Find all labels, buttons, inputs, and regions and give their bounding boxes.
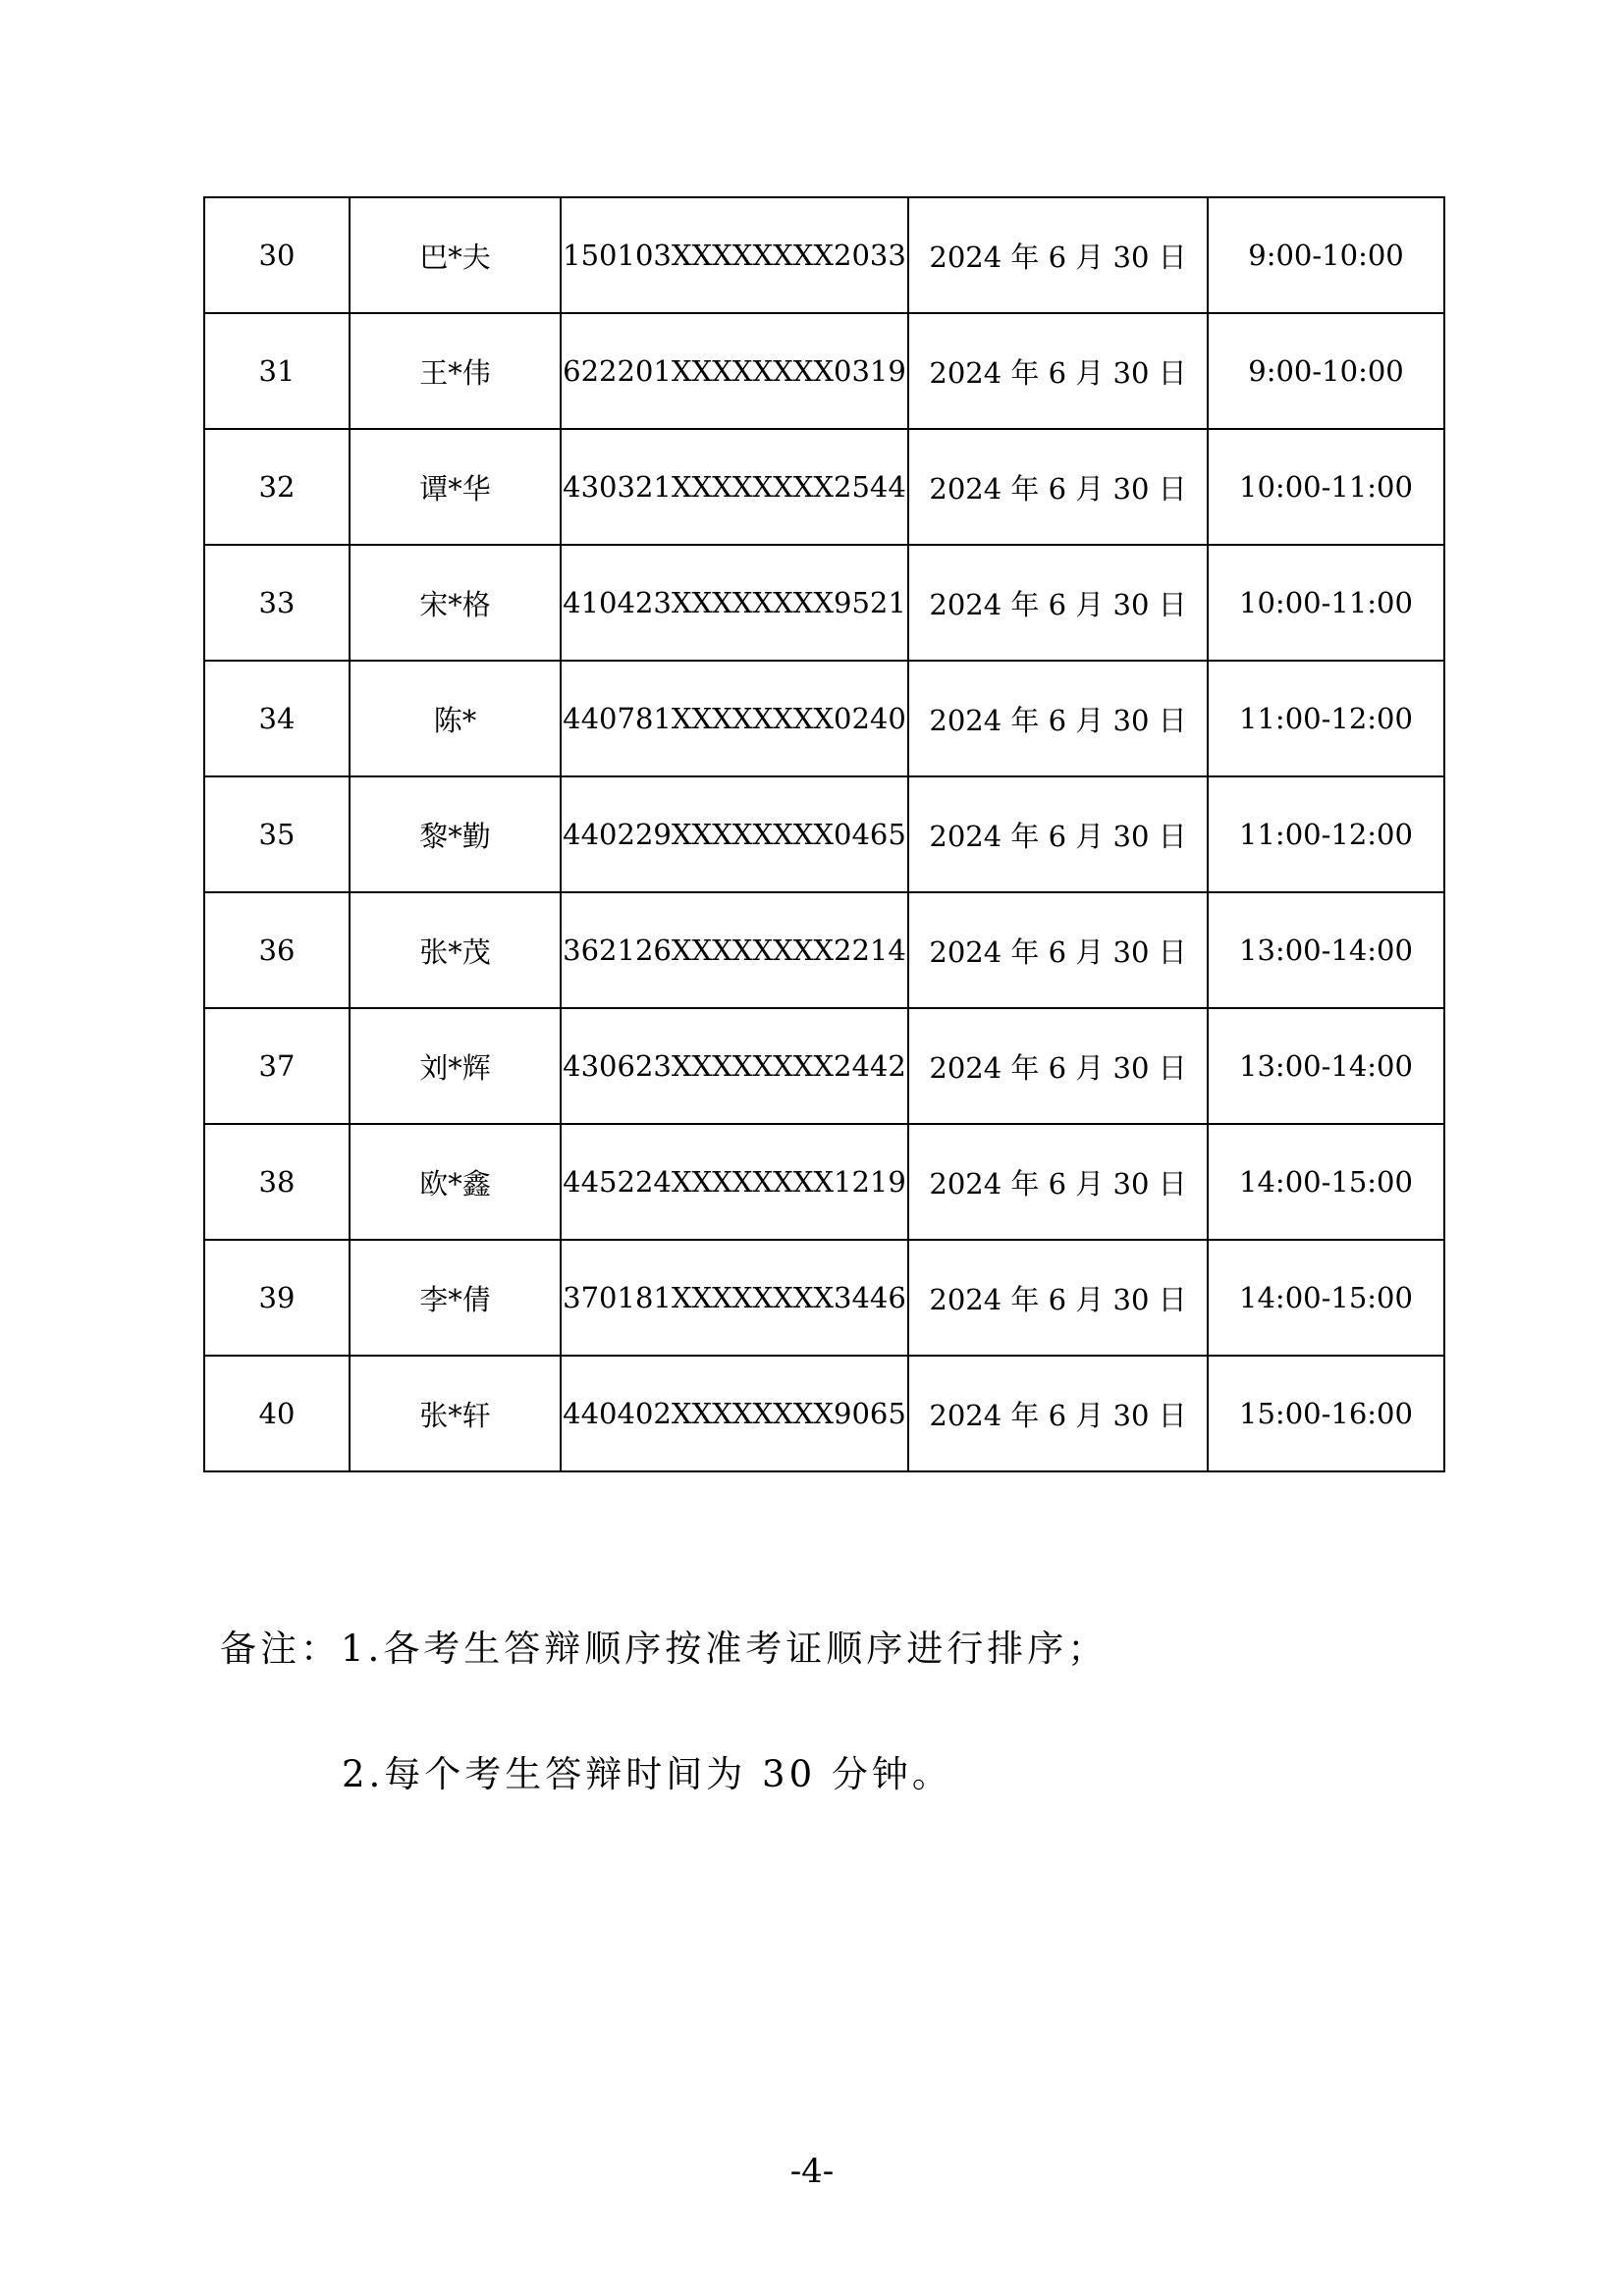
cell-date: 2024 年 6 月 30 日 <box>908 1124 1208 1240</box>
cell-id-number: 430623XXXXXXXX2442 <box>561 1008 908 1124</box>
cell-date: 2024 年 6 月 30 日 <box>908 545 1208 661</box>
table-row <box>204 429 1444 545</box>
cell-id-number: 362126XXXXXXXX2214 <box>561 892 908 1008</box>
cell-number: 37 <box>204 1008 350 1124</box>
cell-date: 2024 年 6 月 30 日 <box>908 1356 1208 1471</box>
cell-date: 2024 年 6 月 30 日 <box>908 197 1208 313</box>
cell-time-slot: 10:00-11:00 <box>1208 429 1444 545</box>
cell-time-slot: 14:00-15:00 <box>1208 1124 1444 1240</box>
table-row <box>204 313 1444 429</box>
cell-number: 39 <box>204 1240 350 1356</box>
cell-name: 宋*格 <box>350 545 561 661</box>
cell-id-number: 445224XXXXXXXX1219 <box>561 1124 908 1240</box>
cell-number: 33 <box>204 545 350 661</box>
cell-number: 35 <box>204 776 350 892</box>
cell-name: 张*茂 <box>350 892 561 1008</box>
page-number: -4- <box>789 2152 835 2191</box>
table-row <box>204 661 1444 776</box>
table-row <box>204 197 1444 313</box>
cell-name: 王*伟 <box>350 313 561 429</box>
table-row <box>204 892 1444 1008</box>
cell-date: 2024 年 6 月 30 日 <box>908 1008 1208 1124</box>
cell-date: 2024 年 6 月 30 日 <box>908 429 1208 545</box>
cell-time-slot: 11:00-12:00 <box>1208 661 1444 776</box>
cell-time-slot: 9:00-10:00 <box>1208 313 1444 429</box>
cell-date: 2024 年 6 月 30 日 <box>908 776 1208 892</box>
cell-date: 2024 年 6 月 30 日 <box>908 661 1208 776</box>
table-row <box>204 1124 1444 1240</box>
cell-name: 刘*辉 <box>350 1008 561 1124</box>
note-line-1: 备注：1.各考生答辩顺序按准考证顺序进行排序； <box>220 1628 1109 1670</box>
cell-id-number: 622201XXXXXXXX0319 <box>561 313 908 429</box>
table-row <box>204 776 1444 892</box>
cell-name: 巴*夫 <box>350 197 561 313</box>
cell-name: 谭*华 <box>350 429 561 545</box>
cell-id-number: 430321XXXXXXXX2544 <box>561 429 908 545</box>
cell-time-slot: 11:00-12:00 <box>1208 776 1444 892</box>
cell-number: 40 <box>204 1356 350 1471</box>
cell-time-slot: 14:00-15:00 <box>1208 1240 1444 1356</box>
cell-time-slot: 13:00-14:00 <box>1208 892 1444 1008</box>
cell-id-number: 410423XXXXXXXX9521 <box>561 545 908 661</box>
note-line-2: 2.每个考生答辩时间为 30 分钟。 <box>342 1753 952 1795</box>
cell-name: 欧*鑫 <box>350 1124 561 1240</box>
cell-id-number: 370181XXXXXXXX3446 <box>561 1240 908 1356</box>
cell-date: 2024 年 6 月 30 日 <box>908 313 1208 429</box>
table-row <box>204 1356 1444 1471</box>
table-row <box>204 1008 1444 1124</box>
exam-schedule-table <box>203 196 1445 1472</box>
cell-date: 2024 年 6 月 30 日 <box>908 1240 1208 1356</box>
table-row <box>204 1240 1444 1356</box>
cell-id-number: 440402XXXXXXXX9065 <box>561 1356 908 1471</box>
table-row <box>204 545 1444 661</box>
cell-number: 38 <box>204 1124 350 1240</box>
cell-number: 34 <box>204 661 350 776</box>
cell-id-number: 440229XXXXXXXX0465 <box>561 776 908 892</box>
cell-time-slot: 13:00-14:00 <box>1208 1008 1444 1124</box>
cell-number: 30 <box>204 197 350 313</box>
cell-time-slot: 10:00-11:00 <box>1208 545 1444 661</box>
cell-name: 陈* <box>350 661 561 776</box>
cell-id-number: 440781XXXXXXXX0240 <box>561 661 908 776</box>
cell-name: 张*轩 <box>350 1356 561 1471</box>
cell-id-number: 150103XXXXXXXX2033 <box>561 197 908 313</box>
cell-time-slot: 15:00-16:00 <box>1208 1356 1444 1471</box>
cell-name: 黎*勤 <box>350 776 561 892</box>
cell-number: 36 <box>204 892 350 1008</box>
cell-date: 2024 年 6 月 30 日 <box>908 892 1208 1008</box>
cell-number: 32 <box>204 429 350 545</box>
cell-name: 李*倩 <box>350 1240 561 1356</box>
schedule-table-body <box>204 197 1444 1471</box>
cell-number: 31 <box>204 313 350 429</box>
cell-time-slot: 9:00-10:00 <box>1208 197 1444 313</box>
